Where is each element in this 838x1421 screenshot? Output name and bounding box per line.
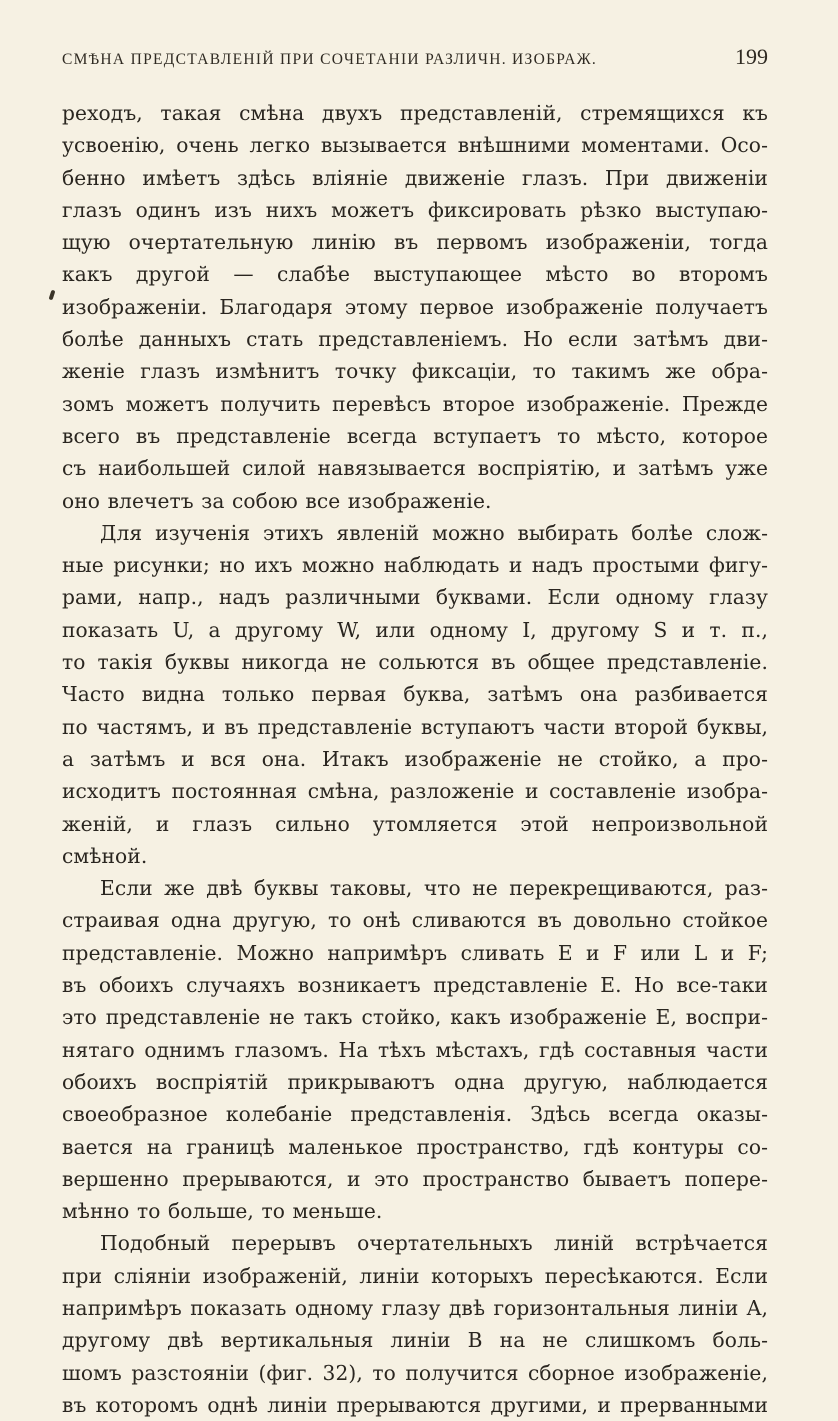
page-number: 199: [735, 44, 768, 69]
text-line: какъ другой — слабѣе выступающее мѣсто во второмъ: [62, 262, 768, 287]
text-line: страивая одна другую, то онѣ сливаются въ довольно стойкое: [62, 908, 768, 933]
text-line: Если же двѣ буквы таковы, что не перекрещиваются, раз-: [100, 876, 768, 901]
text-line: зомъ можетъ получить перевѣсъ второе изображеніе. Прежде: [62, 391, 768, 416]
text-line: бенно имѣетъ здѣсь вліяніе движеніе глазъ. При движеніи: [62, 165, 768, 190]
text-line: Подобный перерывъ очертательныхъ линій встрѣчается: [100, 1231, 768, 1256]
text-line: по частямъ, и въ представленіе вступаютъ части второй буквы,: [62, 714, 768, 739]
text-line: смѣной.: [62, 843, 148, 868]
text-line: то такія буквы никогда не сольются въ общее представленіе.: [62, 650, 768, 675]
text-line: напримѣръ показать одному глазу двѣ горизонтальныя линіи A,: [62, 1295, 768, 1320]
text-line: при сліяніи изображеній, линіи которыхъ пересѣкаются. Если: [62, 1263, 768, 1288]
text-line: а затѣмъ и вся она. Итакъ изображеніе не стойко, а про-: [62, 746, 768, 771]
text-line: исходитъ постоянная смѣна, разложеніе и составленіе изобра-: [62, 779, 768, 804]
text-line: рами, напр., надъ различными буквами. Если одному глазу: [62, 585, 768, 610]
text-line: Для изученія этихъ явленій можно выбирать болѣе слож-: [100, 520, 768, 545]
running-head: СМѢНА ПРЕДСТАВЛЕНІЙ ПРИ СОЧЕТАНІИ РАЗЛИЧН. ИЗОБРАЖ.: [62, 51, 598, 68]
page-header: [62, 44, 768, 78]
text-line: это представленіе не такъ стойко, какъ изображеніе E, воспри-: [62, 1005, 768, 1030]
text-line: шомъ разстояніи (фиг. 32), то получится сборное изображеніе,: [62, 1360, 768, 1385]
text-line: оно влечетъ за собою все изображеніе.: [62, 488, 492, 513]
margin-ink-mark: [49, 290, 56, 301]
text-line: другому двѣ вертикальныя линіи B на не слишкомъ боль-: [62, 1328, 768, 1353]
text-line: представленіе. Можно напримѣръ сливать E и F или L и F;: [62, 940, 768, 965]
text-line: женіе глазъ измѣнитъ точку фиксаціи, то такимъ же обра-: [62, 359, 768, 384]
text-line: вершенно прерываются, и это пространство бываетъ попере-: [62, 1166, 768, 1191]
text-line: своеобразное колебаніе представленія. Здѣсь всегда оказы-: [62, 1102, 768, 1127]
text-line: Часто видна только первая буква, затѣмъ она разбивается: [62, 682, 768, 707]
text-line: усвоенію, очень легко вызывается внѣшними моментами. Осо-: [62, 133, 768, 158]
text-line: изображеніи. Благодаря этому первое изображеніе получаетъ: [62, 294, 768, 319]
text-line: щую очертательную линію въ первомъ изображеніи, тогда: [62, 230, 768, 255]
text-line: реходъ, такая смѣна двухъ представленій, стремящихся къ: [62, 101, 768, 125]
text-line: обоихъ воспріятій прикрываютъ одна другую, наблюдается: [62, 1069, 768, 1094]
text-line: въ обоихъ случаяхъ возникаетъ представленіе E. Но все-таки: [62, 973, 768, 998]
text-line: глазъ одинъ изъ нихъ можетъ фиксировать рѣзко выступаю-: [62, 197, 768, 222]
text-line: въ которомъ однѣ линіи прерываются другими, и прерванными: [62, 1392, 768, 1417]
text-line: женій, и глазъ сильно утомляется этой непроизвольной: [62, 811, 768, 836]
text-line: нятаго однимъ глазомъ. На тѣхъ мѣстахъ, гдѣ составныя части: [62, 1037, 768, 1062]
text-line: всего въ представленіе всегда вступаетъ то мѣсто, которое: [62, 423, 768, 448]
text-line: вается на границѣ маленькое пространство, гдѣ контуры со-: [62, 1134, 768, 1159]
text-line: мѣнно то больше, то меньше.: [62, 1199, 383, 1224]
body-text: [62, 97, 768, 1421]
text-line: болѣе данныхъ стать представленіемъ. Но если затѣмъ дви-: [62, 327, 768, 352]
text-line: съ наибольшей силой навязывается воспріятію, и затѣмъ уже: [62, 456, 768, 481]
text-line: ные рисунки; но ихъ можно наблюдать и надъ простыми фигу-: [62, 553, 768, 578]
text-line: показать U, а другому W, или одному I, другому S и т. п.,: [62, 617, 768, 642]
